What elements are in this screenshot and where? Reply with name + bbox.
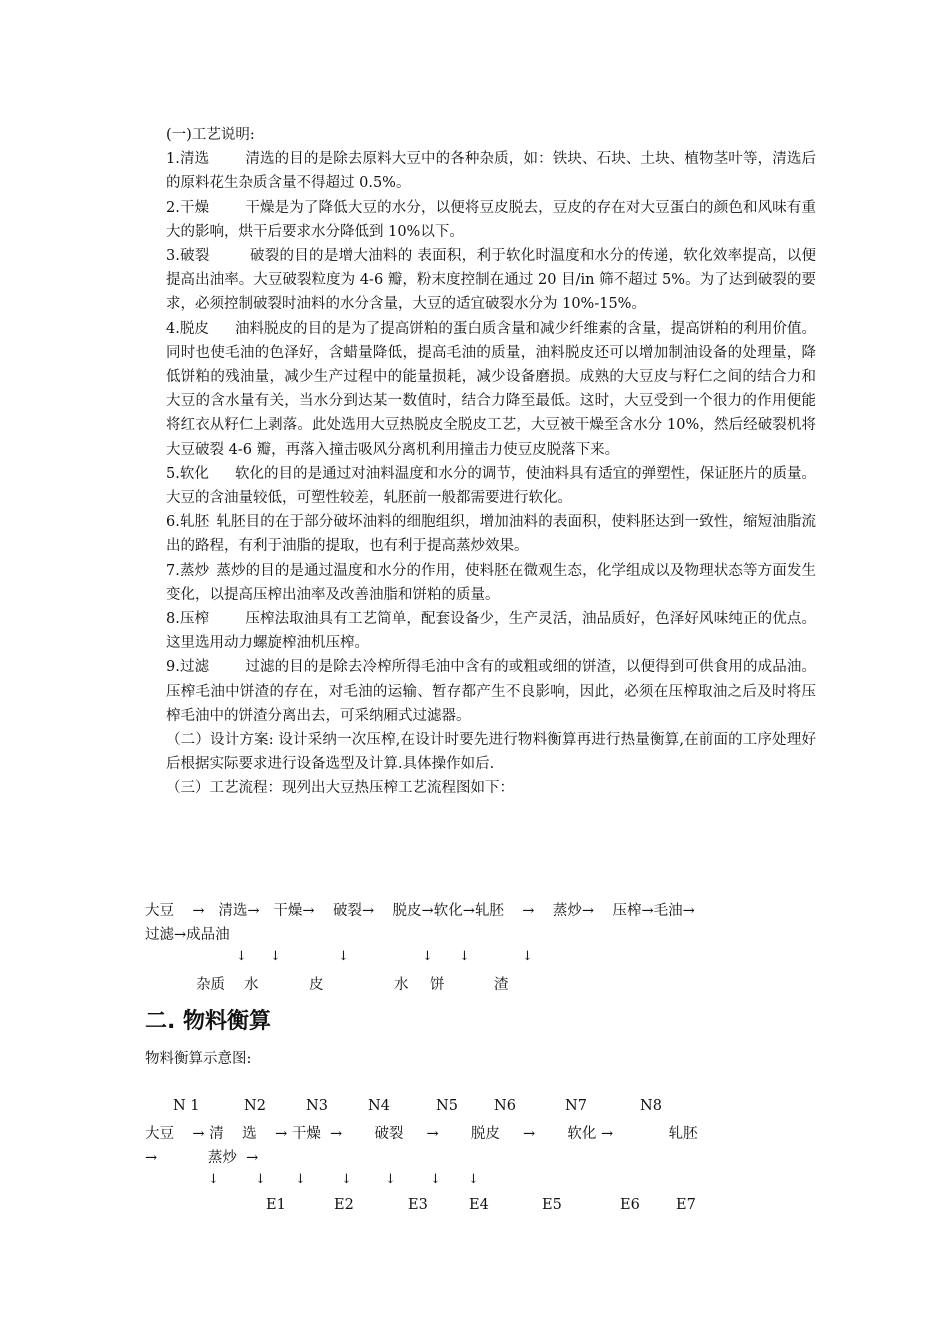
down-arrow-icon: ↓ [522,949,533,964]
design-plan: （二）设计方案: 设计采纳一次压榨,在设计时要先进行物料衡算再进行热量衡算,在前面的工序处理好后根据实际要求进行设备选型及计算.具体操作如后. [166,732,816,773]
down-arrow-icon: ↓ [430,1172,441,1187]
down-arrow-icon: ↓ [459,949,470,964]
item-head: 1.清选 [166,151,210,168]
item-3 [166,244,816,317]
process-description [166,123,816,801]
byproduct-label: 水 [244,977,259,993]
item-text: 破裂的目的是增大油料的 表面积，利于软化时温度和水分的传递，软化效率提高，以便提高出油率。大豆破裂粒度为 4-6 瓣，粉末度控制在通过 20 目/in 筛不超过 5%。为了达到破裂的要求，必须控制破裂时油料的水分含量，大豆的适宜破裂水分为 10%-15%。 [166,248,816,313]
item-4 [166,317,816,462]
item-head: 9.过滤 [166,659,210,676]
item-text: 压榨法取油具有工艺简单，配套设备少，生产灵活，油品质好，色泽好风味纯正的优点。这里选用动力螺旋榨油机压榨。 [166,611,816,652]
stream-label: N7 [565,1098,587,1114]
item-8 [166,607,816,655]
stream-label: N8 [640,1098,662,1114]
byproduct-label: 水 [394,977,409,993]
flow1-line1: 大豆 → 清选→ 干燥→ 破裂→ 脱皮→软化→轧胚 → 蒸炒→ 压榨→毛油→ [145,903,695,919]
balance-intro: 物料衡算示意图: [145,1051,252,1067]
item-7 [166,559,816,607]
stream-label: N5 [436,1098,458,1114]
item-2 [166,196,816,244]
byproduct-label: 皮 [309,977,324,993]
waste-label: E3 [408,1197,428,1213]
item-5 [166,462,816,510]
flow1-line2: 过滤→成品油 [145,927,230,943]
item-1 [166,147,816,195]
section-heading: 二. 物料衡算 [145,1009,272,1034]
down-arrow-icon: ↓ [270,949,281,964]
byproduct-label: 渣 [494,977,509,993]
item-head: 3.破裂 [166,248,210,265]
item-6 [166,510,816,558]
down-arrow-icon: ↓ [385,1172,396,1187]
stream-label: N2 [244,1098,266,1114]
stream-label: N4 [368,1098,390,1114]
down-arrow-icon: ↓ [236,949,247,964]
waste-label: E4 [469,1197,489,1213]
item-text: 过滤的目的是除去冷榨所得毛油中含有的或粗或细的饼渣，以便得到可供食用的成品油。压榨毛油中饼渣的存在，对毛油的运输、暂存都产生不良影响，因此，必须在压榨取油之后及时将压榨毛油中的饼渣分离出去，可采纳厢式过滤器。 [166,659,816,724]
flow2-line1: 大豆 → 清 选 → 干燥 → 破裂 → 脱皮 → 软化 → 轧胚 [145,1126,698,1142]
stream-label: N6 [494,1098,516,1114]
down-arrow-icon: ↓ [208,1172,219,1187]
flow-intro: （三）工艺流程：现列出大豆热压榨工艺流程图如下： [166,780,514,797]
item-9 [166,655,816,728]
stream-label: N3 [306,1098,328,1114]
down-arrow-icon: ↓ [255,1172,266,1187]
item-text: 清选的目的是除去原料大豆中的各种杂质，如：铁块、石块、土块、植物茎叶等，清选后的原料花生杂质含量不得超过 0.5%。 [166,151,816,192]
item-head: 5.软化 [166,465,209,482]
item-head: 8.压榨 [166,611,210,628]
down-arrow-icon: ↓ [338,949,349,964]
down-arrow-icon: ↓ [295,1172,306,1187]
waste-label: E6 [620,1197,640,1213]
item-text: 轧胚目的在于部分破坏油料的细胞组织，增加油料的表面积，使料胚达到一致性，缩短油脂流出的路程，有利于油脂的提取，也有利于提高蒸炒效果。 [166,514,817,555]
flow2-line2: → 蒸炒 → [145,1150,259,1166]
item-head: 4.脱皮 [166,320,209,337]
byproduct-label: 饼 [430,977,445,993]
item-head: 2.干燥 [166,199,210,216]
waste-label: E7 [676,1197,696,1213]
waste-label: E5 [542,1197,562,1213]
waste-label: E2 [334,1197,354,1213]
down-arrow-icon: ↓ [422,949,433,964]
down-arrow-icon: ↓ [468,1172,479,1187]
item-text: 蒸炒的目的是通过温度和水分的作用，使料胚在微观生态，化学组成以及物理状态等方面发生变化，以提高压榨出油率及改善油脂和饼粕的质量。 [166,562,817,603]
item-text: 油料脱皮的目的是为了提高饼粕的蛋白质含量和减少纤维素的含量，提高饼粕的利用价值。同时也使毛油的色泽好，含蜡量降低，提高毛油的质量，油料脱皮还可以增加制油设备的处理量，降低饼粕的残油量，减少生产过程中的能量损耗，减少设备磨损。成熟的大豆皮与籽仁之间的结合力和大豆的含水量有关，当水分到达某一数值时，结合力降至最低。这时，大豆受到一个很力的作用便能将红衣从籽仁上剥落。此处选用大豆热脱皮全脱皮工艺，大豆被干燥至含水分 10%，然后经破裂机将大豆破裂 4-6 瓣，再落入撞击吸风分离机利用撞击力使豆皮脱落下来。 [166,320,816,458]
intro-heading: (一)工艺说明: [166,127,255,143]
item-head: 6.轧胚 [166,514,210,531]
stream-label: N 1 [173,1098,200,1114]
item-head: 7.蒸炒 [166,562,210,579]
waste-label: E1 [266,1197,286,1213]
down-arrow-icon: ↓ [341,1172,352,1187]
item-text: 干燥是为了降低大豆的水分，以便将豆皮脱去，豆皮的存在对大豆蛋白的颜色和风味有重大的影响，烘干后要求水分降低到 10%以下。 [166,199,816,240]
byproduct-label: 杂质 [196,977,225,993]
item-text: 软化的目的是通过对油料温度和水分的调节，使油料具有适宜的弹塑性，保证胚片的质量。大豆的含油量较低，可塑性较差，轧胚前一般都需要进行软化。 [166,465,816,507]
